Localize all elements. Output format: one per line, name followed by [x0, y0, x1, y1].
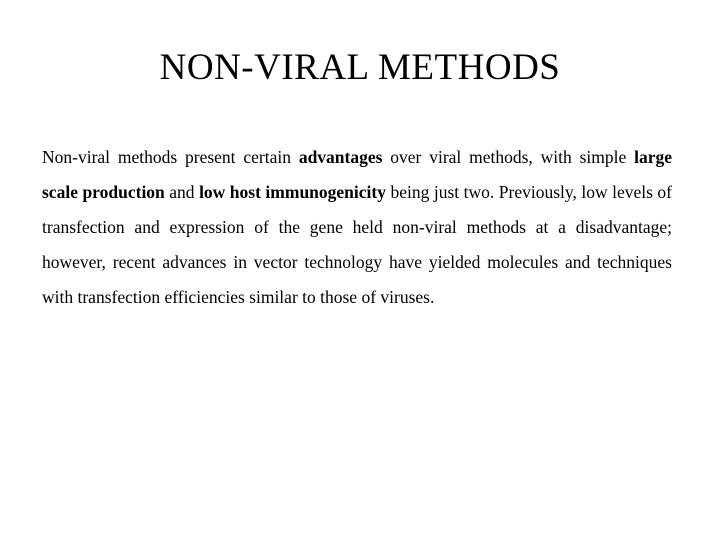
body-text-3: and: [164, 182, 200, 202]
body-text-4: being just two. Previously, low levels of transfection and expression of the gene held non-viral methods at a disadvantage; however, recent advances in vector technology have yielded molecules and techniques with transfection efficiencies similar to those of viruses.: [42, 182, 672, 307]
slide-body-paragraph: [42, 140, 672, 315]
body-text-1: Non-viral methods present certain: [42, 147, 299, 167]
emphasis-low-host-immunogenicity: low host immunogenicity: [199, 182, 386, 202]
emphasis-advantages: advantages: [298, 147, 383, 167]
emphasis-large-scale-production: large scale production: [42, 147, 672, 202]
slide-title: NON-VIRAL METHODS: [159, 47, 561, 88]
body-text-2: over viral methods, with simple: [382, 147, 635, 167]
